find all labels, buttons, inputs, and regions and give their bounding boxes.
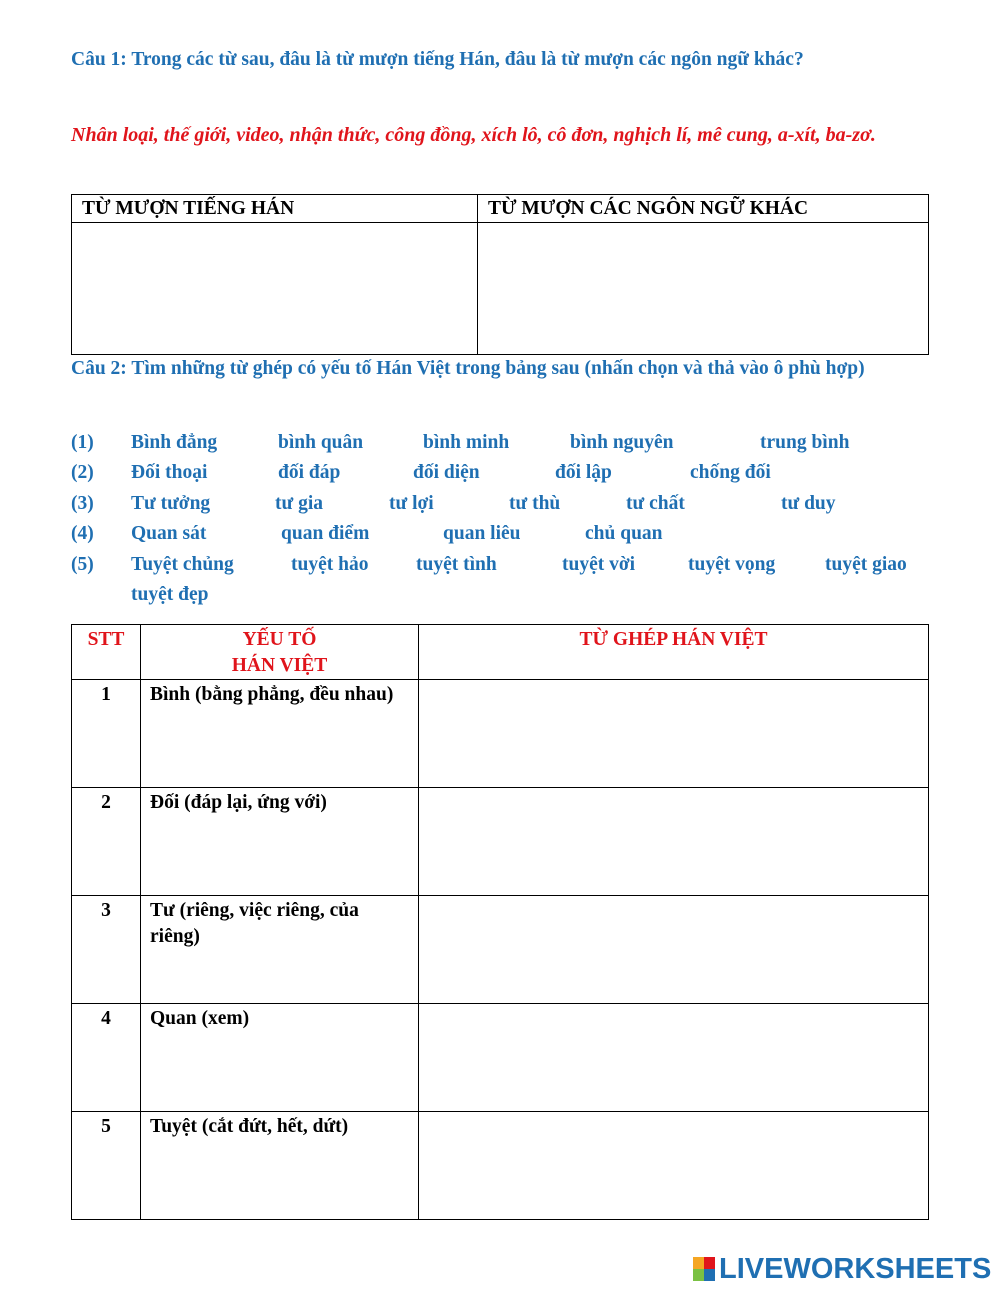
draggable-word[interactable]: đối đáp — [278, 462, 341, 483]
draggable-word[interactable]: đối diện — [413, 462, 480, 483]
row-number: 1 — [72, 680, 141, 788]
draggable-word[interactable]: Đối thoại — [131, 462, 208, 483]
table-row — [72, 788, 929, 896]
row-number: (3) — [71, 493, 94, 514]
header-stt: STT — [72, 625, 141, 680]
draggable-word[interactable]: Bình đẳng — [131, 432, 218, 453]
draggable-word[interactable]: tư chất — [626, 493, 685, 514]
word-row-2 — [71, 458, 931, 488]
draggable-word[interactable]: chủ quan — [585, 523, 663, 544]
row-number: 5 — [72, 1112, 141, 1220]
header-element-line-1: YẾU TỐ — [242, 629, 317, 650]
loanword-table — [71, 194, 929, 355]
word-row-5 — [71, 550, 931, 580]
question-2-title: Câu 2: Tìm những từ ghép có yếu tố Hán Việt trong bảng sau (nhấn chọn và thả vào ô phù hợp) — [71, 358, 865, 379]
row-number: (5) — [71, 554, 94, 575]
draggable-word[interactable]: tuyệt vời — [562, 554, 636, 575]
question-1-word-list: Nhân loại, thế giới, video, nhận thức, công đồng, xích lô, cô đơn, nghịch lí, mê cung, a-xít, ba-zơ. — [71, 124, 876, 146]
draggable-word[interactable]: tư lợi — [389, 493, 434, 514]
draggable-word[interactable]: tuyệt tình — [416, 554, 497, 575]
table-row — [72, 1004, 929, 1112]
word-row-4 — [71, 519, 931, 549]
draggable-word[interactable]: tuyệt giao — [825, 554, 907, 575]
han-viet-table — [71, 624, 929, 1220]
drop-zone-other-loanwords[interactable] — [478, 223, 929, 355]
draggable-word[interactable]: quan liêu — [443, 523, 521, 544]
draggable-word[interactable]: tuyệt hảo — [291, 554, 369, 575]
question-1-title: Câu 1: Trong các từ sau, đâu là từ mượn tiếng Hán, đâu là từ mượn các ngôn ngữ khác? — [71, 49, 804, 70]
header-element-line-2: HÁN VIỆT — [231, 655, 328, 676]
draggable-word[interactable]: Tuyệt chủng — [131, 554, 234, 575]
draggable-word[interactable]: đối lập — [555, 462, 612, 483]
word-row-3 — [71, 489, 931, 519]
row-number: (4) — [71, 523, 94, 544]
logo-blocks-icon — [693, 1257, 715, 1281]
draggable-word[interactable]: tư gia — [275, 493, 323, 514]
row-number: 4 — [72, 1004, 141, 1112]
drop-zone-han-loanwords[interactable] — [72, 223, 478, 355]
row-number: 3 — [72, 896, 141, 1004]
logo-text: LIVEWORKSHEETS — [719, 1252, 992, 1285]
drop-zone-compound-words[interactable] — [419, 896, 929, 1004]
liveworksheets-logo — [693, 1253, 991, 1285]
word-row-1 — [71, 428, 931, 458]
drop-zone-compound-words[interactable] — [419, 788, 929, 896]
table-row — [72, 680, 929, 788]
element-cell: Tuyệt (cắt đứt, hết, dứt) — [141, 1112, 419, 1220]
element-cell: Quan (xem) — [141, 1004, 419, 1112]
element-cell: Bình (bằng phẳng, đều nhau) — [141, 680, 419, 788]
row-number: 2 — [72, 788, 141, 896]
draggable-word[interactable]: bình quân — [278, 432, 364, 453]
header-element — [141, 625, 419, 680]
row-number: (2) — [71, 462, 94, 483]
draggable-word[interactable]: Quan sát — [131, 523, 207, 544]
drop-zone-compound-words[interactable] — [419, 1004, 929, 1112]
row-number: (1) — [71, 432, 94, 453]
drop-zone-compound-words[interactable] — [419, 680, 929, 788]
draggable-word[interactable]: tư duy — [781, 493, 836, 514]
table-row — [72, 896, 929, 1004]
drop-zone-compound-words[interactable] — [419, 1112, 929, 1220]
word-row-5-continued — [71, 580, 931, 610]
draggable-word[interactable]: bình nguyên — [570, 432, 674, 453]
header-han-loanwords: TỪ MƯỢN TIẾNG HÁN — [72, 195, 478, 223]
draggable-word[interactable]: quan điểm — [281, 523, 370, 544]
table-row — [72, 1112, 929, 1220]
header-other-loanwords: TỪ MƯỢN CÁC NGÔN NGỮ KHÁC — [478, 195, 929, 223]
draggable-word[interactable]: tuyệt đẹp — [131, 584, 209, 605]
element-cell: Đối (đáp lại, ứng với) — [141, 788, 419, 896]
element-cell: Tư (riêng, việc riêng, của riêng) — [141, 896, 419, 1004]
draggable-word[interactable]: trung bình — [760, 432, 850, 453]
draggable-word[interactable]: tư thù — [509, 493, 561, 514]
draggable-word[interactable]: tuyệt vọng — [688, 554, 776, 575]
draggable-word[interactable]: chống đối — [690, 462, 771, 483]
draggable-word[interactable]: Tư tưởng — [131, 493, 211, 514]
header-compound-words: TỪ GHÉP HÁN VIỆT — [419, 625, 929, 680]
draggable-word[interactable]: bình minh — [423, 432, 510, 453]
